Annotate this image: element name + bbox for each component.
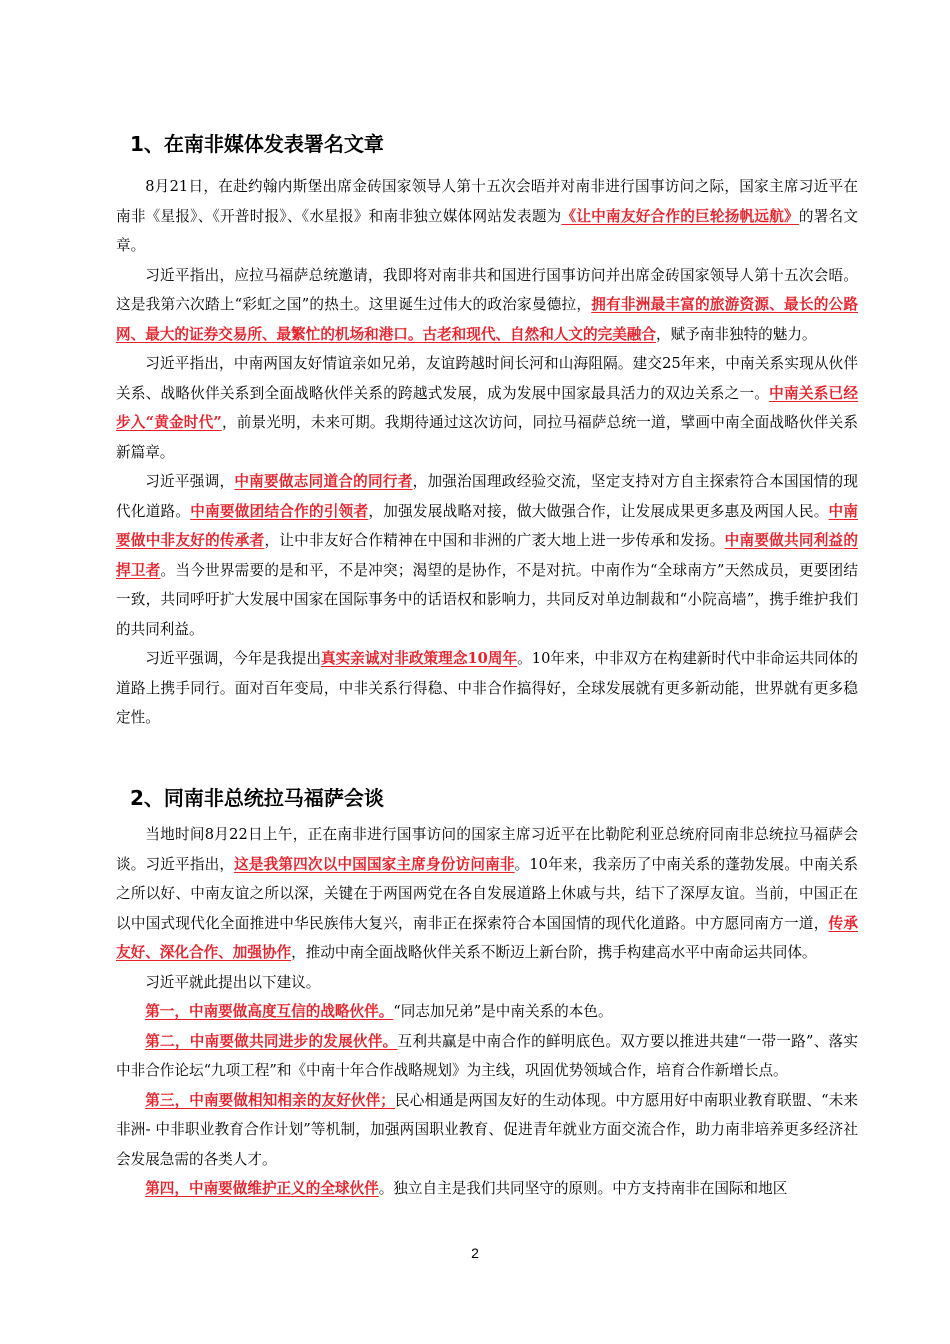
body-text: 。当今世界需要的是和平，不是冲突；渴望的是协作，不是对抗。中南作为“全球南方”天然成员，更要团结一致，共同呼吁扩大发展中国家在国际事务中的话语权和影响力，共同反对单边制裁和“小院高墙”，携手维护我们的共同利益。 (116, 561, 858, 638)
body-text: 当地时间8月22日上午，正在南非进行国事访问的国家主席习近平在比勒陀利亚总统府同南非总统拉马福萨会谈。习近平指出， (116, 826, 858, 873)
body-text: “同志加兄弟”是中南关系的本色。 (393, 1003, 613, 1020)
paragraph (116, 467, 858, 644)
highlighted-text: 第三，中南要做相知相亲的友好伙伴； (145, 1091, 395, 1109)
highlighted-text: 中南要做团结合作的引领者 (190, 502, 369, 520)
body-text: 互利共赢是中南合作的鲜明底色。双方要以推进共建“一带一路”、落实中非合作论坛“九项工程”和《中南十年合作战略规划》为主线，巩固优势领域合作，培育合作新增长点。 (116, 1032, 858, 1079)
body-text: ，加强发展战略对接，做大做强合作，让发展成果更多惠及两国人民。 (368, 502, 829, 520)
highlighted-text: 传承友好、深化合作、加强协作 (116, 914, 858, 961)
paragraph (116, 261, 858, 350)
paragraph (116, 172, 858, 261)
body-text: 习近平指出，中南两国友好情谊亲如兄弟，友谊跨越时间长河和山海阻隔。建交25年来，中南关系实现从伙伴关系、战略伙伴关系到全面战略伙伴关系的跨越式发展，成为发展中国家最具活力的双边关系之一。 (116, 355, 858, 402)
body-text: 习近平强调， (145, 473, 235, 490)
section-1-title: 1、在南非媒体发表署名文章 (130, 132, 384, 156)
paragraph (116, 997, 858, 1027)
paragraph (116, 820, 858, 968)
section-2-title: 2、同南非总统拉马福萨会谈 (130, 786, 384, 810)
paragraph (116, 644, 858, 733)
paragraph (116, 349, 858, 467)
body-text: 。独立自主是我们共同坚守的原则。中方支持南非在国际和地区 (378, 1180, 788, 1197)
paragraph (116, 1086, 858, 1175)
highlighted-text: 第二，中南要做共同进步的发展伙伴。 (145, 1032, 398, 1050)
highlighted-text: 中南关系已经步入“黄金时代” (116, 384, 858, 431)
section-2-body (116, 820, 858, 1204)
body-text: 习近平强调，今年是我提出 (145, 650, 321, 667)
body-text: 8月21日，在赴约翰内斯堡出席金砖国家领导人第十五次会晤并对南非进行国事访问之际，国家主席习近平在南非《星报》、《开普时报》、《水星报》和南非独立媒体网站发表题为 (116, 178, 858, 225)
body-text: ，加强治国理政经验交流，坚定支持对方自主探索符合本国国情的现代化道路。 (116, 473, 858, 520)
highlighted-text: 第四，中南要做维护正义的全球伙伴 (145, 1180, 379, 1197)
highlighted-text: 《让中南友好合作的巨轮扬帆远航》 (561, 207, 799, 225)
highlighted-text: 中南要做共同利益的捍卫者 (116, 532, 858, 579)
body-text: 。10年来，中非双方在构建新时代中非命运共同体的道路上携手同行。面对百年变局，中非关系行得稳、中非合作搞得好，全球发展就有更多新动能，世界就有更多稳定性。 (116, 650, 858, 726)
paragraph (116, 1027, 858, 1086)
highlighted-text: 中南要做中非友好的传承者 (116, 502, 858, 549)
body-text: 民心相通是两国友好的生动体现。中方愿用好中南职业教育联盟、“未来非洲- 中非职业教育合作计划”等机制，加强两国职业教育、促进青年就业方面交流合作，助力南非培养更多经济社会发展急需的各类人才。 (116, 1091, 858, 1168)
body-text: 习近平指出，应拉马福萨总统邀请，我即将对南非共和国进行国事访问并出席金砖国家领导人第十五次会晤。这是我第六次踏上“彩虹之国”的热土。这里诞生过伟大的政治家曼德拉， (116, 266, 858, 313)
highlighted-text: 中南要做志同道合的同行者 (234, 473, 413, 490)
highlighted-text: 这是我第四次以中国国家主席身份访问南非 (234, 855, 515, 873)
highlighted-text: 拥有非洲最丰富的旅游资源、最长的公路网、最大的证券交易所、最繁忙的机场和港口。古老和现代、自然和人文的完美融合 (116, 296, 858, 343)
paragraph (116, 1174, 858, 1204)
page-number: 2 (471, 1245, 479, 1261)
body-text: 习近平就此提出以下建议。 (145, 973, 321, 991)
body-text: ，赋予南非独特的魅力。 (655, 325, 817, 343)
body-text: ，让中非友好合作精神在中国和非洲的广袤大地上进一步传承和发扬。 (264, 532, 725, 549)
highlighted-text: 第一，中南要做高度互信的战略伙伴。 (145, 1003, 394, 1020)
body-text: ，前景光明，未来可期。我期待通过这次访问，同拉马福萨总统一道，擘画中南全面战略伙伴关系新篇章。 (116, 414, 858, 461)
body-text: 。10年来，我亲历了中南关系的蓬勃发展。中南关系之所以好、中南友谊之所以深，关键在于两国两党在各自发展道路上休戚与共，结下了深厚友谊。当前，中国正在以中国式现代化全面推进中华民族伟大复兴，南非正在探索符合本国国情的现代化道路。中方愿同南方一道， (116, 855, 858, 932)
paragraph (116, 968, 858, 998)
body-text: 的署名文章。 (116, 207, 858, 254)
section-1-body (116, 172, 858, 733)
highlighted-text: 真实亲诚对非政策理念10周年 (320, 650, 518, 667)
body-text: ，推动中南全面战略伙伴关系不断迈上新台阶，携手构建高水平中南命运共同体。 (291, 944, 817, 961)
